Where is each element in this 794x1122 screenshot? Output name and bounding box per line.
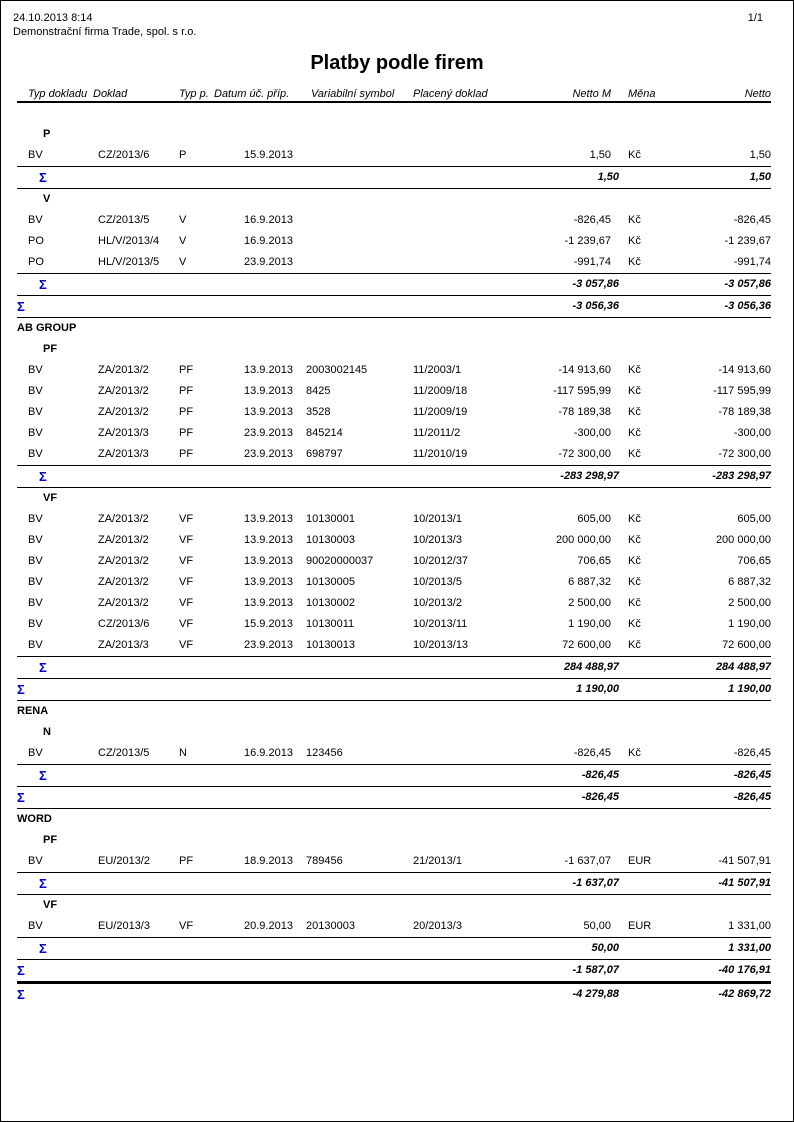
cell-netto-m: 1,50 <box>589 149 611 161</box>
cell-doklad: CZ/2013/5 <box>98 747 150 759</box>
table-row <box>17 402 771 423</box>
report-title: Platby podle firem <box>310 52 484 74</box>
table-row <box>17 381 771 402</box>
sum-netto-m: -826,45 <box>581 791 619 803</box>
cell-placeny-doklad: 10/2013/13 <box>413 639 469 651</box>
cell-placeny-doklad <box>413 231 513 252</box>
cell-netto: 1,50 <box>749 149 771 161</box>
cell-placeny-doklad <box>413 210 513 231</box>
cell-netto-m: -991,74 <box>573 256 611 268</box>
cell-variabilni-symbol: 10130005 <box>306 576 355 588</box>
cell-typ-dokladu: BV <box>28 597 43 609</box>
cell-netto: -300,00 <box>733 427 771 439</box>
cell-placeny-doklad: 11/2009/18 <box>413 385 468 397</box>
cell-mena: Kč <box>628 406 641 418</box>
sum-netto: -3 057,86 <box>724 278 771 290</box>
cell-doklad: ZA/2013/2 <box>98 385 149 397</box>
cell-datum-uc-prip: 23.9.2013 <box>244 639 293 651</box>
cell-variabilni-symbol: 8425 <box>306 385 331 397</box>
cell-datum-uc-prip: 13.9.2013 <box>244 385 293 397</box>
company-sum-row <box>17 679 771 700</box>
sum-netto: -41 507,91 <box>718 877 771 889</box>
cell-typ-p: PF <box>179 406 194 418</box>
cell-netto: -826,45 <box>733 747 771 759</box>
cell-mena: EUR <box>628 920 652 932</box>
cell-netto: 72 600,00 <box>722 639 771 651</box>
company-sum-row <box>17 960 771 981</box>
col-header-netto-m: Netto M <box>572 88 611 100</box>
cell-typ-p: VF <box>179 555 194 567</box>
table-row <box>17 551 771 572</box>
cell-netto-m: -826,45 <box>573 214 611 226</box>
cell-netto: -826,45 <box>733 214 771 226</box>
cell-variabilni-symbol: 2003002145 <box>306 364 368 376</box>
table-row <box>17 360 771 381</box>
cell-datum-uc-prip: 13.9.2013 <box>244 597 293 609</box>
group-row: VF <box>43 899 58 911</box>
cell-typ-p: PF <box>179 448 194 460</box>
cell-placeny-doklad: 10/2013/5 <box>413 576 462 588</box>
firm-name: Demonstrační firma Trade, spol. s r.o. <box>13 26 197 38</box>
col-header-placeny-doklad: Placený doklad <box>413 88 488 100</box>
company-row: AB GROUP <box>17 322 77 334</box>
cell-datum-uc-prip: 13.9.2013 <box>244 534 293 546</box>
cell-typ-dokladu: BV <box>28 534 43 546</box>
cell-netto: 2 500,00 <box>728 597 771 609</box>
sum-netto: -42 869,72 <box>718 988 771 1000</box>
group-row: P <box>43 128 51 140</box>
table-row <box>17 614 771 635</box>
group-row: PF <box>43 834 58 846</box>
cell-typ-dokladu: BV <box>28 364 43 376</box>
cell-typ-p: VF <box>179 597 194 609</box>
cell-variabilni-symbol: 845214 <box>306 427 343 439</box>
sum-netto-m: -826,45 <box>581 769 619 781</box>
sum-netto: 284 488,97 <box>715 661 771 673</box>
cell-mena: Kč <box>628 385 641 397</box>
cell-typ-p: VF <box>179 534 194 546</box>
sum-netto-m: -1 637,07 <box>572 877 619 889</box>
sigma-icon: Σ <box>17 963 25 978</box>
cell-variabilni-symbol <box>306 252 413 273</box>
cell-netto: 605,00 <box>737 513 771 525</box>
cell-doklad: ZA/2013/2 <box>98 364 149 376</box>
cell-netto: 1 331,00 <box>728 920 771 932</box>
cell-mena: Kč <box>628 534 641 546</box>
sigma-icon: Σ <box>39 277 47 292</box>
sum-netto-m: 1 190,00 <box>576 683 619 695</box>
cell-placeny-doklad: 11/2003/1 <box>413 364 462 376</box>
cell-placeny-doklad: 10/2013/11 <box>413 618 468 630</box>
cell-mena: Kč <box>628 513 641 525</box>
cell-typ-p: VF <box>179 513 194 525</box>
cell-datum-uc-prip: 13.9.2013 <box>244 555 293 567</box>
group-sum-row <box>17 167 771 188</box>
cell-variabilni-symbol: 10130001 <box>306 513 355 525</box>
cell-netto-m: 6 887,32 <box>568 576 611 588</box>
cell-netto: -991,74 <box>733 256 771 268</box>
cell-variabilni-symbol: 90020000037 <box>306 555 374 567</box>
cell-mena: Kč <box>628 364 641 376</box>
cell-doklad: ZA/2013/2 <box>98 406 149 418</box>
cell-placeny-doklad: 11/2009/19 <box>413 406 468 418</box>
sum-netto: 1 190,00 <box>728 683 771 695</box>
cell-mena: EUR <box>628 855 652 867</box>
table-row <box>17 210 771 231</box>
sigma-icon: Σ <box>17 987 25 1002</box>
group-row: V <box>43 193 51 205</box>
sigma-icon: Σ <box>17 299 25 314</box>
cell-doklad: CZ/2013/5 <box>98 214 150 226</box>
group-row: PF <box>43 343 58 355</box>
sum-netto-m: 284 488,97 <box>563 661 619 673</box>
cell-variabilni-symbol: 698797 <box>306 448 343 460</box>
cell-doklad: EU/2013/3 <box>98 920 150 932</box>
sum-netto-m: -4 279,88 <box>572 988 619 1000</box>
cell-mena: Kč <box>628 576 641 588</box>
cell-typ-p: P <box>179 149 187 161</box>
cell-doklad: ZA/2013/3 <box>98 427 149 439</box>
cell-datum-uc-prip: 16.9.2013 <box>244 214 293 226</box>
cell-variabilni-symbol: 20130003 <box>306 920 355 932</box>
cell-placeny-doklad: 10/2013/3 <box>413 534 462 546</box>
company-sum-row <box>17 296 771 317</box>
cell-netto-m: -1 239,67 <box>564 235 611 247</box>
cell-doklad: EU/2013/2 <box>98 855 150 867</box>
cell-placeny-doklad: 10/2013/2 <box>413 597 462 609</box>
report-meta <box>1 1 793 25</box>
company-row: RENA <box>17 705 49 717</box>
sum-netto-m: 50,00 <box>591 942 619 954</box>
cell-typ-dokladu: BV <box>28 618 43 630</box>
cell-netto-m: 2 500,00 <box>568 597 611 609</box>
table-row <box>17 743 771 764</box>
col-header-typ-dokladu: Typ dokladu <box>28 88 88 100</box>
group-sum-row <box>17 274 771 295</box>
print-datetime: 24.10.2013 8:14 <box>13 12 93 24</box>
group-row: VF <box>43 492 58 504</box>
cell-doklad: CZ/2013/6 <box>98 618 150 630</box>
cell-typ-dokladu: BV <box>28 920 43 932</box>
cell-placeny-doklad <box>413 145 513 166</box>
sum-netto: -40 176,91 <box>718 964 771 976</box>
cell-doklad: ZA/2013/2 <box>98 513 149 525</box>
cell-doklad: HL/V/2013/5 <box>98 256 160 268</box>
cell-typ-dokladu: BV <box>28 639 43 651</box>
sigma-icon: Σ <box>39 170 47 185</box>
cell-mena: Kč <box>628 235 641 247</box>
cell-typ-p: N <box>179 747 187 759</box>
cell-typ-p: PF <box>179 385 194 397</box>
cell-variabilni-symbol: 789456 <box>306 855 343 867</box>
cell-variabilni-symbol: 10130013 <box>306 639 355 651</box>
cell-netto-m: -72 300,00 <box>558 448 611 460</box>
table-row <box>17 530 771 551</box>
sigma-icon: Σ <box>39 876 47 891</box>
cell-netto-m: 1 190,00 <box>568 618 611 630</box>
cell-datum-uc-prip: 13.9.2013 <box>244 364 293 376</box>
group-sum-row <box>17 873 771 894</box>
grand-total-row <box>17 984 771 1005</box>
col-header-datum-uc-prip: Datum úč. příp. <box>214 88 290 100</box>
payments-table <box>17 86 771 1005</box>
cell-netto: 1 190,00 <box>728 618 771 630</box>
cell-placeny-doklad: 10/2012/37 <box>413 555 469 567</box>
cell-datum-uc-prip: 13.9.2013 <box>244 576 293 588</box>
cell-netto-m: -14 913,60 <box>558 364 611 376</box>
cell-netto: -78 189,38 <box>718 406 771 418</box>
sum-netto: 1 331,00 <box>728 942 771 954</box>
cell-netto: -117 595,99 <box>713 385 771 397</box>
table-row <box>17 252 771 273</box>
cell-typ-p: VF <box>179 618 194 630</box>
cell-typ-p: PF <box>179 427 194 439</box>
col-header-variabilni-symbol: Variabilní symbol <box>311 88 395 100</box>
cell-datum-uc-prip: 16.9.2013 <box>244 747 293 759</box>
group-sum-row <box>17 765 771 786</box>
sigma-icon: Σ <box>17 682 25 697</box>
table-row <box>17 572 771 593</box>
cell-mena: Kč <box>628 639 641 651</box>
cell-typ-dokladu: PO <box>28 256 44 268</box>
cell-netto: 6 887,32 <box>728 576 771 588</box>
sum-netto-m: -1 587,07 <box>572 964 619 976</box>
sum-netto: -283 298,97 <box>712 470 771 482</box>
sum-netto: -3 056,36 <box>724 300 771 312</box>
cell-netto-m: -78 189,38 <box>558 406 611 418</box>
sigma-icon: Σ <box>17 790 25 805</box>
cell-typ-p: VF <box>179 639 194 651</box>
cell-variabilni-symbol <box>306 210 413 231</box>
cell-typ-dokladu: BV <box>28 513 43 525</box>
cell-mena: Kč <box>628 256 641 268</box>
cell-mena: Kč <box>628 427 641 439</box>
cell-typ-dokladu: BV <box>28 385 43 397</box>
cell-typ-p: V <box>179 214 187 226</box>
cell-netto-m: -300,00 <box>573 427 611 439</box>
cell-placeny-doklad: 11/2011/2 <box>413 427 461 439</box>
cell-netto-m: 50,00 <box>583 920 611 932</box>
cell-typ-dokladu: BV <box>28 855 43 867</box>
sigma-icon: Σ <box>39 469 47 484</box>
table-row <box>17 916 771 937</box>
table-row <box>17 231 771 252</box>
cell-typ-dokladu: BV <box>28 448 43 460</box>
cell-mena: Kč <box>628 149 641 161</box>
cell-typ-p: VF <box>179 920 194 932</box>
cell-netto: -1 239,67 <box>724 235 771 247</box>
cell-netto-m: -1 637,07 <box>564 855 611 867</box>
group-row: N <box>43 726 51 738</box>
sigma-icon: Σ <box>39 768 47 783</box>
cell-placeny-doklad <box>413 252 513 273</box>
cell-doklad: ZA/2013/3 <box>98 448 149 460</box>
table-row <box>17 145 771 166</box>
cell-netto: -72 300,00 <box>718 448 771 460</box>
cell-placeny-doklad: 20/2013/3 <box>413 920 462 932</box>
cell-variabilni-symbol: 3528 <box>306 406 331 418</box>
company-row <box>17 103 771 124</box>
table-row <box>17 509 771 530</box>
cell-netto-m: 200 000,00 <box>555 534 611 546</box>
cell-datum-uc-prip: 13.9.2013 <box>244 513 293 525</box>
table-row <box>17 593 771 614</box>
sigma-icon: Σ <box>39 660 47 675</box>
table-header-row <box>17 86 771 103</box>
cell-typ-dokladu: BV <box>28 747 43 759</box>
cell-typ-dokladu: BV <box>28 427 43 439</box>
sum-netto: -826,45 <box>733 769 771 781</box>
group-sum-row <box>17 938 771 959</box>
col-header-netto: Netto <box>744 88 771 100</box>
cell-datum-uc-prip: 23.9.2013 <box>244 427 293 439</box>
cell-mena: Kč <box>628 747 641 759</box>
cell-doklad: ZA/2013/2 <box>98 555 149 567</box>
cell-mena: Kč <box>628 597 641 609</box>
sum-netto: 1,50 <box>749 171 771 183</box>
cell-netto-m: -117 595,99 <box>553 385 611 397</box>
cell-mena: Kč <box>628 618 641 630</box>
cell-datum-uc-prip: 23.9.2013 <box>244 256 293 268</box>
cell-variabilni-symbol: 10130003 <box>306 534 355 546</box>
table-row <box>17 635 771 656</box>
table-row <box>17 851 771 872</box>
cell-datum-uc-prip: 15.9.2013 <box>244 149 293 161</box>
cell-typ-p: PF <box>179 364 194 376</box>
cell-netto-m: 605,00 <box>577 513 611 525</box>
cell-typ-p: V <box>179 256 187 268</box>
cell-placeny-doklad: 21/2013/1 <box>413 855 462 867</box>
col-header-doklad: Doklad <box>93 88 128 100</box>
cell-doklad: ZA/2013/2 <box>98 597 149 609</box>
cell-variabilni-symbol <box>306 231 413 252</box>
sum-netto-m: -3 057,86 <box>572 278 619 290</box>
cell-netto: 200 000,00 <box>715 534 771 546</box>
cell-netto: -41 507,91 <box>718 855 771 867</box>
sum-netto-m: -3 056,36 <box>572 300 619 312</box>
cell-netto: -14 913,60 <box>718 364 771 376</box>
cell-variabilni-symbol: 10130011 <box>306 618 355 630</box>
cell-placeny-doklad <box>413 743 513 764</box>
group-sum-row <box>17 657 771 678</box>
table-row <box>17 423 771 444</box>
cell-typ-p: V <box>179 235 187 247</box>
cell-mena: Kč <box>628 448 641 460</box>
cell-placeny-doklad: 11/2010/19 <box>413 448 468 460</box>
report-body <box>17 103 771 1005</box>
cell-variabilni-symbol <box>306 145 413 166</box>
cell-doklad: CZ/2013/6 <box>98 149 150 161</box>
group-sum-row <box>17 466 771 487</box>
cell-typ-dokladu: PO <box>28 235 44 247</box>
cell-typ-dokladu: BV <box>28 555 43 567</box>
cell-typ-dokladu: BV <box>28 576 43 588</box>
cell-datum-uc-prip: 23.9.2013 <box>244 448 293 460</box>
cell-doklad: ZA/2013/3 <box>98 639 149 651</box>
cell-typ-dokladu: BV <box>28 149 43 161</box>
page-number: 1/1 <box>747 12 763 24</box>
cell-variabilni-symbol: 123456 <box>306 747 343 759</box>
cell-typ-dokladu: BV <box>28 406 43 418</box>
cell-netto-m: 706,65 <box>577 555 611 567</box>
cell-mena: Kč <box>628 214 641 226</box>
sum-netto-m: 1,50 <box>597 171 619 183</box>
cell-datum-uc-prip: 16.9.2013 <box>244 235 293 247</box>
sigma-icon: Σ <box>39 941 47 956</box>
cell-doklad: HL/V/2013/4 <box>98 235 160 247</box>
company-sum-row <box>17 787 771 808</box>
cell-datum-uc-prip: 15.9.2013 <box>244 618 293 630</box>
cell-variabilni-symbol: 10130002 <box>306 597 355 609</box>
sum-netto-m: -283 298,97 <box>560 470 619 482</box>
col-header-mena: Měna <box>628 88 656 100</box>
cell-doklad: ZA/2013/2 <box>98 576 149 588</box>
cell-placeny-doklad: 10/2013/1 <box>413 513 462 525</box>
table-row <box>17 444 771 465</box>
cell-datum-uc-prip: 13.9.2013 <box>244 406 293 418</box>
cell-typ-p: VF <box>179 576 194 588</box>
cell-netto-m: 72 600,00 <box>562 639 611 651</box>
cell-datum-uc-prip: 18.9.2013 <box>244 855 293 867</box>
cell-mena: Kč <box>628 555 641 567</box>
col-header-typ-p: Typ p. <box>179 88 209 100</box>
cell-datum-uc-prip: 20.9.2013 <box>244 920 293 932</box>
company-row: WORD <box>17 813 52 825</box>
cell-netto: 706,65 <box>737 555 771 567</box>
cell-typ-p: PF <box>179 855 194 867</box>
sum-netto: -826,45 <box>733 791 771 803</box>
cell-doklad: ZA/2013/2 <box>98 534 149 546</box>
cell-netto-m: -826,45 <box>573 747 611 759</box>
cell-typ-dokladu: BV <box>28 214 43 226</box>
